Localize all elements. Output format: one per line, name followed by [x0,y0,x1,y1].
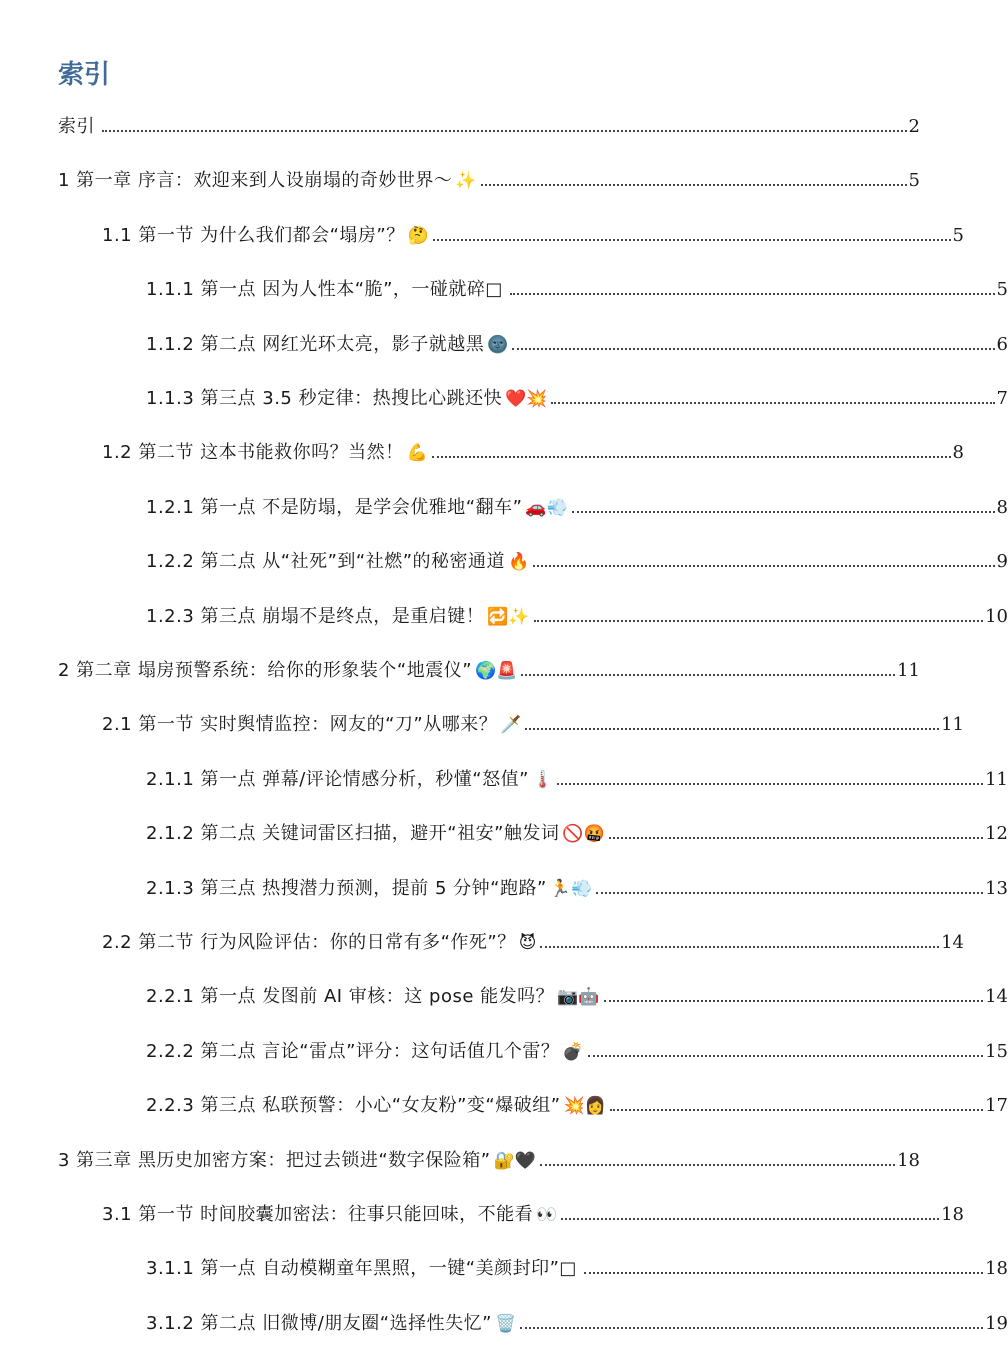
toc-dot-leader [510,292,995,295]
toc-entry[interactable] [58,326,1008,354]
toc-entry-emoji-icon: 🗡️ [500,715,522,736]
toc-entry-emoji-icon: 🗑️ [494,1313,517,1334]
toc-dot-leader [610,1108,983,1111]
toc-entry-page-number: 18 [985,1258,1008,1280]
toc-entry[interactable] [58,924,964,952]
toc-dot-leader [572,510,995,513]
toc-dot-leader [584,1271,983,1274]
toc-entry[interactable] [58,271,1008,299]
toc-entry-title: 3 第三章 黑历史加密方案：把过去锁进“数字保险箱” [58,1149,491,1171]
toc-entry[interactable] [58,652,920,680]
toc-entry-title: 2 第二章 塌房预警系统：给你的形象装个“地震仪” [58,660,473,681]
toc-entry-page-number: 14 [985,986,1008,1008]
toc-entry-emoji-icon: 📷🤖 [557,987,600,1008]
toc-entry-title: 2.1 第一节 实时舆情监控：网友的“刀”从哪来？ [102,714,498,736]
toc-entry-page-number: 19 [985,1312,1008,1334]
toc-entry-page-number: 17 [985,1095,1008,1117]
toc-dot-leader [557,782,983,785]
toc-entry-title: 2.1.2 第二点 关键词雷区扫描，避开“祖安”触发词 [146,823,560,845]
toc-entry[interactable] [58,1142,920,1170]
toc-dot-leader [525,727,939,730]
toc-entry-page-number: 13 [985,877,1008,899]
toc-entry-title: 1.1.2 第二点 网红光环太亮，影子就越黑 [146,333,485,355]
toc-entry-page-number: 11 [985,768,1008,790]
toc-entry[interactable] [58,434,964,462]
toc-entry-title: 2.2.3 第三点 私联预警：小心“女友粉”变“爆破组” [146,1095,561,1117]
toc-entry[interactable] [58,217,964,245]
toc-dot-leader [432,455,951,458]
toc-dot-leader [604,999,984,1002]
toc-entry-page-number: 11 [941,714,964,736]
toc-entry-page-number: 10 [985,605,1008,627]
toc-dot-leader [512,347,994,350]
toc-entry[interactable] [58,761,1008,789]
toc-entry-emoji-icon: 💪 [406,443,428,464]
toc-entry-title: 1.2.3 第三点 崩塌不是终点，是重启键！ [146,605,485,627]
toc-entry[interactable] [58,380,1008,408]
toc-entry-title: 3.1 第一节 时间胶囊加密法：往事只能回味，不能看 [102,1204,534,1225]
toc-entry[interactable] [58,1250,1008,1278]
toc-entry[interactable] [58,1033,1008,1061]
toc-entry-emoji-icon: 👀 [536,1205,558,1225]
toc-entry-page-number: 14 [941,932,964,953]
toc-entry-page-number: 8 [996,496,1008,518]
toc-entry-emoji-icon: 🔐🖤 [493,1150,536,1171]
toc-entry-page-number: 12 [985,823,1008,845]
toc-entry-emoji-icon: 😈 [518,933,537,953]
toc-entry-page-number: 8 [952,442,964,464]
toc-dot-leader [521,673,895,676]
toc-entry-title: 3.1.1 第一点 自动模糊童年黑照，一键“美颜封印”□ [146,1258,577,1280]
toc-entry[interactable] [58,706,964,734]
toc-entry-title: 1.2.2 第二点 从“社死”到“社燃”的秘密通道 [146,551,506,573]
toc-entry-emoji-icon: 🌡️ [531,769,554,790]
toc-entry-emoji-icon: ✨ [455,171,477,192]
toc-entry-emoji-icon: 💥👩 [563,1096,606,1117]
toc-dot-leader [102,129,907,132]
toc-dot-leader [561,1217,939,1220]
toc-entry-title: 1 第一章 序言：欢迎来到人设崩塌的奇妙世界～ [58,170,453,192]
toc-entry-title: 1.2 第二节 这本书能救你吗？当然！ [102,442,404,464]
toc-entry-emoji-icon: 🔥 [508,552,530,573]
toc-entry-page-number: 6 [996,333,1008,355]
toc-entry-title: 2.2.2 第二点 言论“雷点”评分：这句话值几个雷？ [146,1040,560,1062]
toc-entry[interactable] [58,1196,964,1224]
toc-entry-page-number: 7 [996,388,1008,409]
toc-dot-leader [533,564,994,567]
toc-entry-title: 1.1 第一节 为什么我们都会“塌房”？ [102,224,405,246]
toc-entry-emoji-icon: 🤔 [407,225,429,246]
toc-dot-leader [551,401,994,404]
toc-dot-leader [520,1326,983,1329]
toc-entry[interactable] [58,108,920,136]
toc-entry-title: 2.1.3 第三点 热搜潜力预测，提前 5 分钟“跑路” [146,877,547,899]
toc-entry[interactable] [58,1087,1008,1115]
toc-entry[interactable] [58,1305,1008,1333]
toc-heading: 索引 [58,60,111,90]
toc-entry-page-number: 2 [908,116,920,137]
toc-dot-leader [534,619,984,622]
toc-entry[interactable] [58,543,1008,571]
toc-entry[interactable] [58,870,1008,898]
toc-dot-leader [481,183,907,186]
toc-entry-title: 2.1.1 第一点 弹幕/评论情感分析，秒懂“怒值” [146,768,529,790]
toc-entry-page-number: 15 [985,1040,1008,1062]
toc-entry-page-number: 11 [897,660,920,681]
toc-entry-title: 3.1.2 第二点 旧微博/朋友圈“选择性失忆” [146,1312,492,1334]
toc-entry[interactable] [58,489,1008,517]
toc-entry[interactable] [58,815,1008,843]
toc-entry-emoji-icon: 🌍🚨 [475,661,518,681]
toc-entry-page-number: 18 [897,1149,920,1171]
toc-entry[interactable] [58,162,920,190]
toc-entry-emoji-icon: 🏃💨 [549,878,593,899]
toc-entry-emoji-icon: 🚗💨 [525,497,568,518]
toc-dot-leader [540,1163,895,1166]
toc-entry[interactable] [58,978,1008,1006]
toc-dot-leader [588,1054,984,1057]
toc-entry-emoji-icon: 🌚 [487,334,509,355]
toc-entry-emoji-icon: ❤️💥 [505,389,548,409]
toc-entry-title: 2.2.1 第一点 发图前 AI 审核：这 pose 能发吗？ [146,986,555,1008]
toc-dot-leader [596,891,983,894]
toc-entry-title: 1.2.1 第一点 不是防塌，是学会优雅地“翻车” [146,496,523,518]
toc-entry-title: 2.2 第二节 行为风险评估：你的日常有多“作死”？ [102,932,516,953]
toc-entry-emoji-icon: 🔁✨ [487,606,530,627]
toc-dot-leader [540,945,939,948]
toc-entry-page-number: 5 [908,170,920,192]
toc-entry-title: 1.1.1 第一点 因为人性本“脆”，一碰就碎□ [146,279,503,301]
toc-dot-leader [433,238,951,241]
toc-entry-page-number: 18 [941,1204,964,1225]
toc-entry-emoji-icon: 💣 [562,1041,584,1062]
toc-entry-page-number: 5 [952,224,964,246]
toc-entry[interactable] [58,598,1008,626]
toc-entry-emoji-icon: 🚫🤬 [562,824,605,845]
toc-entry-title: 1.1.3 第三点 3.5 秒定律：热搜比心跳还快 [146,388,503,409]
toc-entry-page-number: 9 [996,551,1008,573]
toc-entry-page-number: 5 [996,279,1008,301]
toc-entry-title: 索引 [58,116,95,137]
toc-dot-leader [609,836,983,839]
